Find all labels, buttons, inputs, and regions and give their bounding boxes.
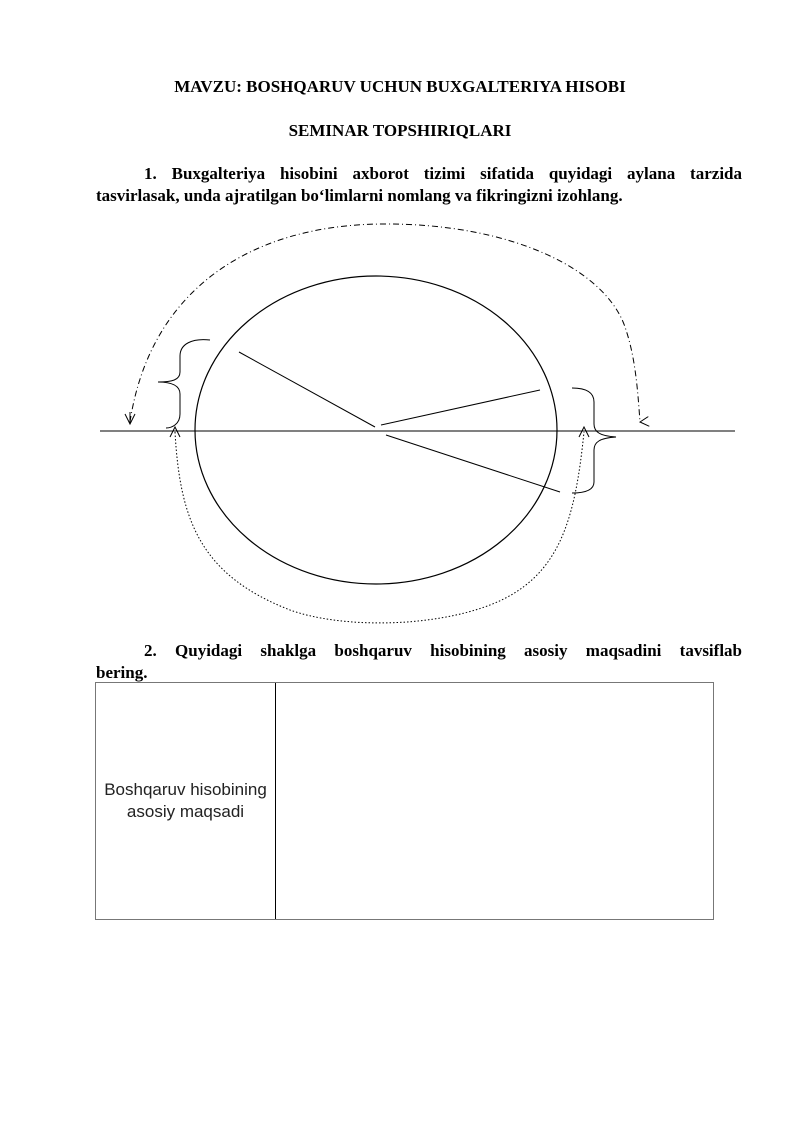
page-subtitle: SEMINAR TOPSHIRIQLARI	[288, 121, 512, 140]
table-answer-cell[interactable]	[276, 683, 713, 919]
task-1-line-2: tasvirlasak, unda ajratilgan bo‘limlarni nomlang va fikringizni izohlang.	[96, 186, 623, 205]
main-circle	[195, 276, 557, 584]
sector-line-lower-right	[386, 435, 560, 492]
page-title: MAVZU: BOSHQARUV UCHUN BUXGALTERIYA HISOBI	[174, 77, 626, 96]
top-dashdot-arrow	[130, 224, 640, 422]
table-label-cell	[96, 683, 276, 919]
left-curly-brace	[158, 340, 210, 428]
task-2	[96, 640, 742, 684]
sector-line-upper-left	[239, 352, 375, 427]
table-label-text: Boshqaruv hisobining asosiy maqsadi	[104, 780, 267, 821]
sector-line-upper-right	[381, 390, 540, 425]
task-2-line-1: 2. Quyidagi shaklga boshqaruv hisobining asosiy maqsadini tavsiflab	[144, 641, 742, 660]
answer-table	[95, 682, 714, 920]
task-2-line-2: bering.	[96, 663, 148, 682]
task-1-line-1: 1. Buxgalteriya hisobini axborot tizimi sifatida quyidagi aylana tarzida	[144, 164, 742, 183]
